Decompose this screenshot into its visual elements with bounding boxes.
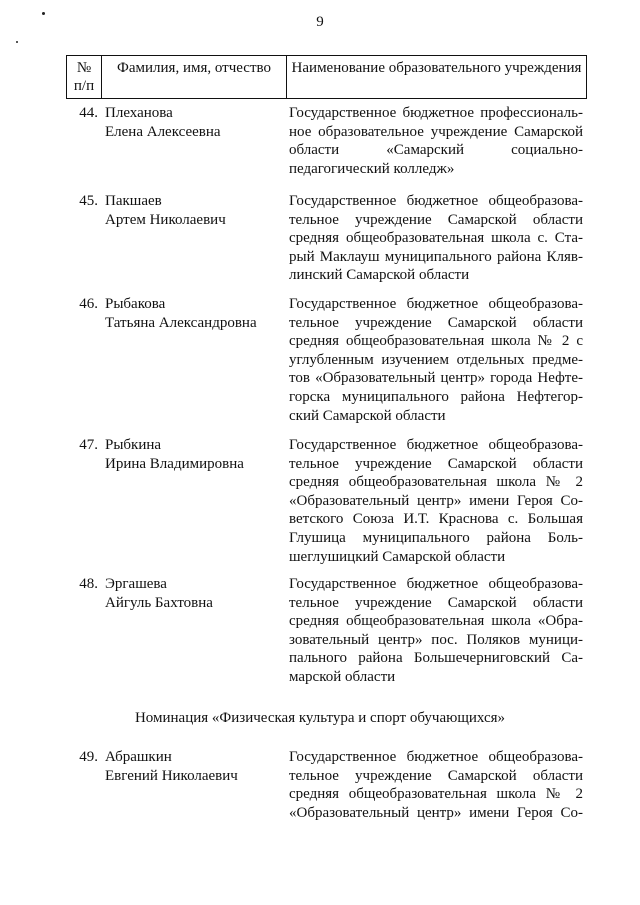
institution-line: Государственное бюджетное общеобразова- (289, 749, 583, 765)
institution-line: «Образовательный центр» имени Героя Со- (289, 804, 583, 821)
first-middle-name: Айгуль Бахтовна (105, 594, 213, 611)
row-number: 49. (79, 749, 98, 765)
page-number: 9 (316, 14, 324, 30)
header-fio-cell: Фамилия, имя, отчество (102, 56, 287, 98)
last-name: Плеханова (105, 105, 173, 121)
person-name (105, 192, 280, 229)
first-middle-name: Ирина Владимировна (105, 455, 244, 472)
first-middle-name: Артем Николаевич (105, 211, 226, 228)
first-middle-name: Евгений Николаевич (105, 767, 238, 784)
row-number: 45. (79, 193, 98, 209)
institution-line: Государственное бюджетное общеобразова- (289, 437, 583, 453)
person-name (105, 295, 280, 332)
institution-line: средняя общеобразовательная школа «Обра- (289, 613, 583, 630)
institution-line: тельное учреждение Самарской области (289, 455, 583, 472)
institution-line: тов «Образовательный центр» города Нефте- (289, 370, 583, 387)
institution-line: ский Самарской области (289, 407, 446, 424)
header-number-abbr: п/п (73, 78, 95, 94)
institution-line: средняя общеобразовательная школа с. Ста- (289, 230, 583, 247)
institution-line: Государственное бюджетное общеобразова- (289, 193, 583, 209)
row-number: 46. (79, 296, 98, 312)
nomination-heading: Номинация «Физическая культура и спорт обучающихся» (134, 710, 506, 726)
institution-name (289, 295, 583, 425)
institution-line: тельное учреждение Самарской области (289, 594, 583, 611)
institution-line: средняя общеобразовательная школа № 2 (289, 474, 583, 491)
institution-line: шеглушицкий Самарской области (289, 548, 506, 565)
last-name: Рыбкина (105, 437, 162, 453)
last-name: Эргашева (105, 576, 167, 592)
first-middle-name: Елена Алексеевна (105, 123, 221, 140)
institution-line: марской области (289, 668, 396, 685)
institution-name (289, 104, 583, 178)
institution-name (289, 748, 583, 822)
institution-line: Глушица муниципального района Боль- (289, 529, 583, 546)
institution-line: «Образовательный центр» имени Героя Со- (289, 492, 583, 509)
person-name (105, 575, 280, 612)
institution-name (289, 436, 583, 566)
header-number-cell (67, 56, 102, 98)
last-name: Рыбакова (105, 296, 166, 312)
institution-line: горска муниципального района Нефтегор- (289, 388, 583, 405)
institution-name (289, 575, 583, 687)
institution-line: тельное учреждение Самарской области (289, 211, 583, 228)
institution-line: углубленным изучением отдельных предме- (289, 351, 583, 368)
institution-line: ное образовательное учреждение Самарской (289, 123, 583, 140)
institution-line: Государственное бюджетное общеобразова- (289, 296, 583, 312)
row-number: 48. (79, 576, 98, 592)
header-institution-cell: Наименование образовательного учреждения (291, 60, 582, 76)
institution-line: Государственное бюджетное общеобразова- (289, 576, 583, 592)
institution-line: тельное учреждение Самарской области (289, 314, 583, 331)
institution-line: средняя общеобразовательная школа № 2 (289, 786, 583, 803)
person-name (105, 104, 280, 141)
table-header (66, 55, 587, 99)
first-middle-name: Татьяна Александровна (105, 314, 257, 331)
institution-line: тельное учреждение Самарской области (289, 767, 583, 784)
row-number: 47. (79, 437, 98, 453)
header-number-symbol: № (76, 60, 92, 76)
institution-line: ветского Союза И.Т. Краснова с. Большая (289, 511, 583, 528)
institution-line: педагогический колледж» (289, 160, 455, 177)
last-name: Пакшаев (105, 193, 162, 209)
institution-line: средняя общеобразовательная школа № 2 с (289, 333, 583, 350)
last-name: Абрашкин (105, 749, 172, 765)
institution-line: зовательный центр» пос. Поляков муници- (289, 631, 583, 648)
institution-line: линский Самарской области (289, 267, 470, 284)
scan-mark-dot (16, 41, 18, 43)
institution-line: области «Самарский социально- (289, 142, 583, 159)
institution-line: пального района Большечерниговский Са- (289, 650, 583, 667)
row-number: 44. (79, 105, 98, 121)
institution-line: рый Маклауш муниципального района Кляв- (289, 248, 583, 265)
person-name (105, 436, 280, 473)
person-name (105, 748, 280, 785)
institution-name (289, 192, 583, 285)
institution-line: Государственное бюджетное профессиональ- (289, 105, 583, 121)
